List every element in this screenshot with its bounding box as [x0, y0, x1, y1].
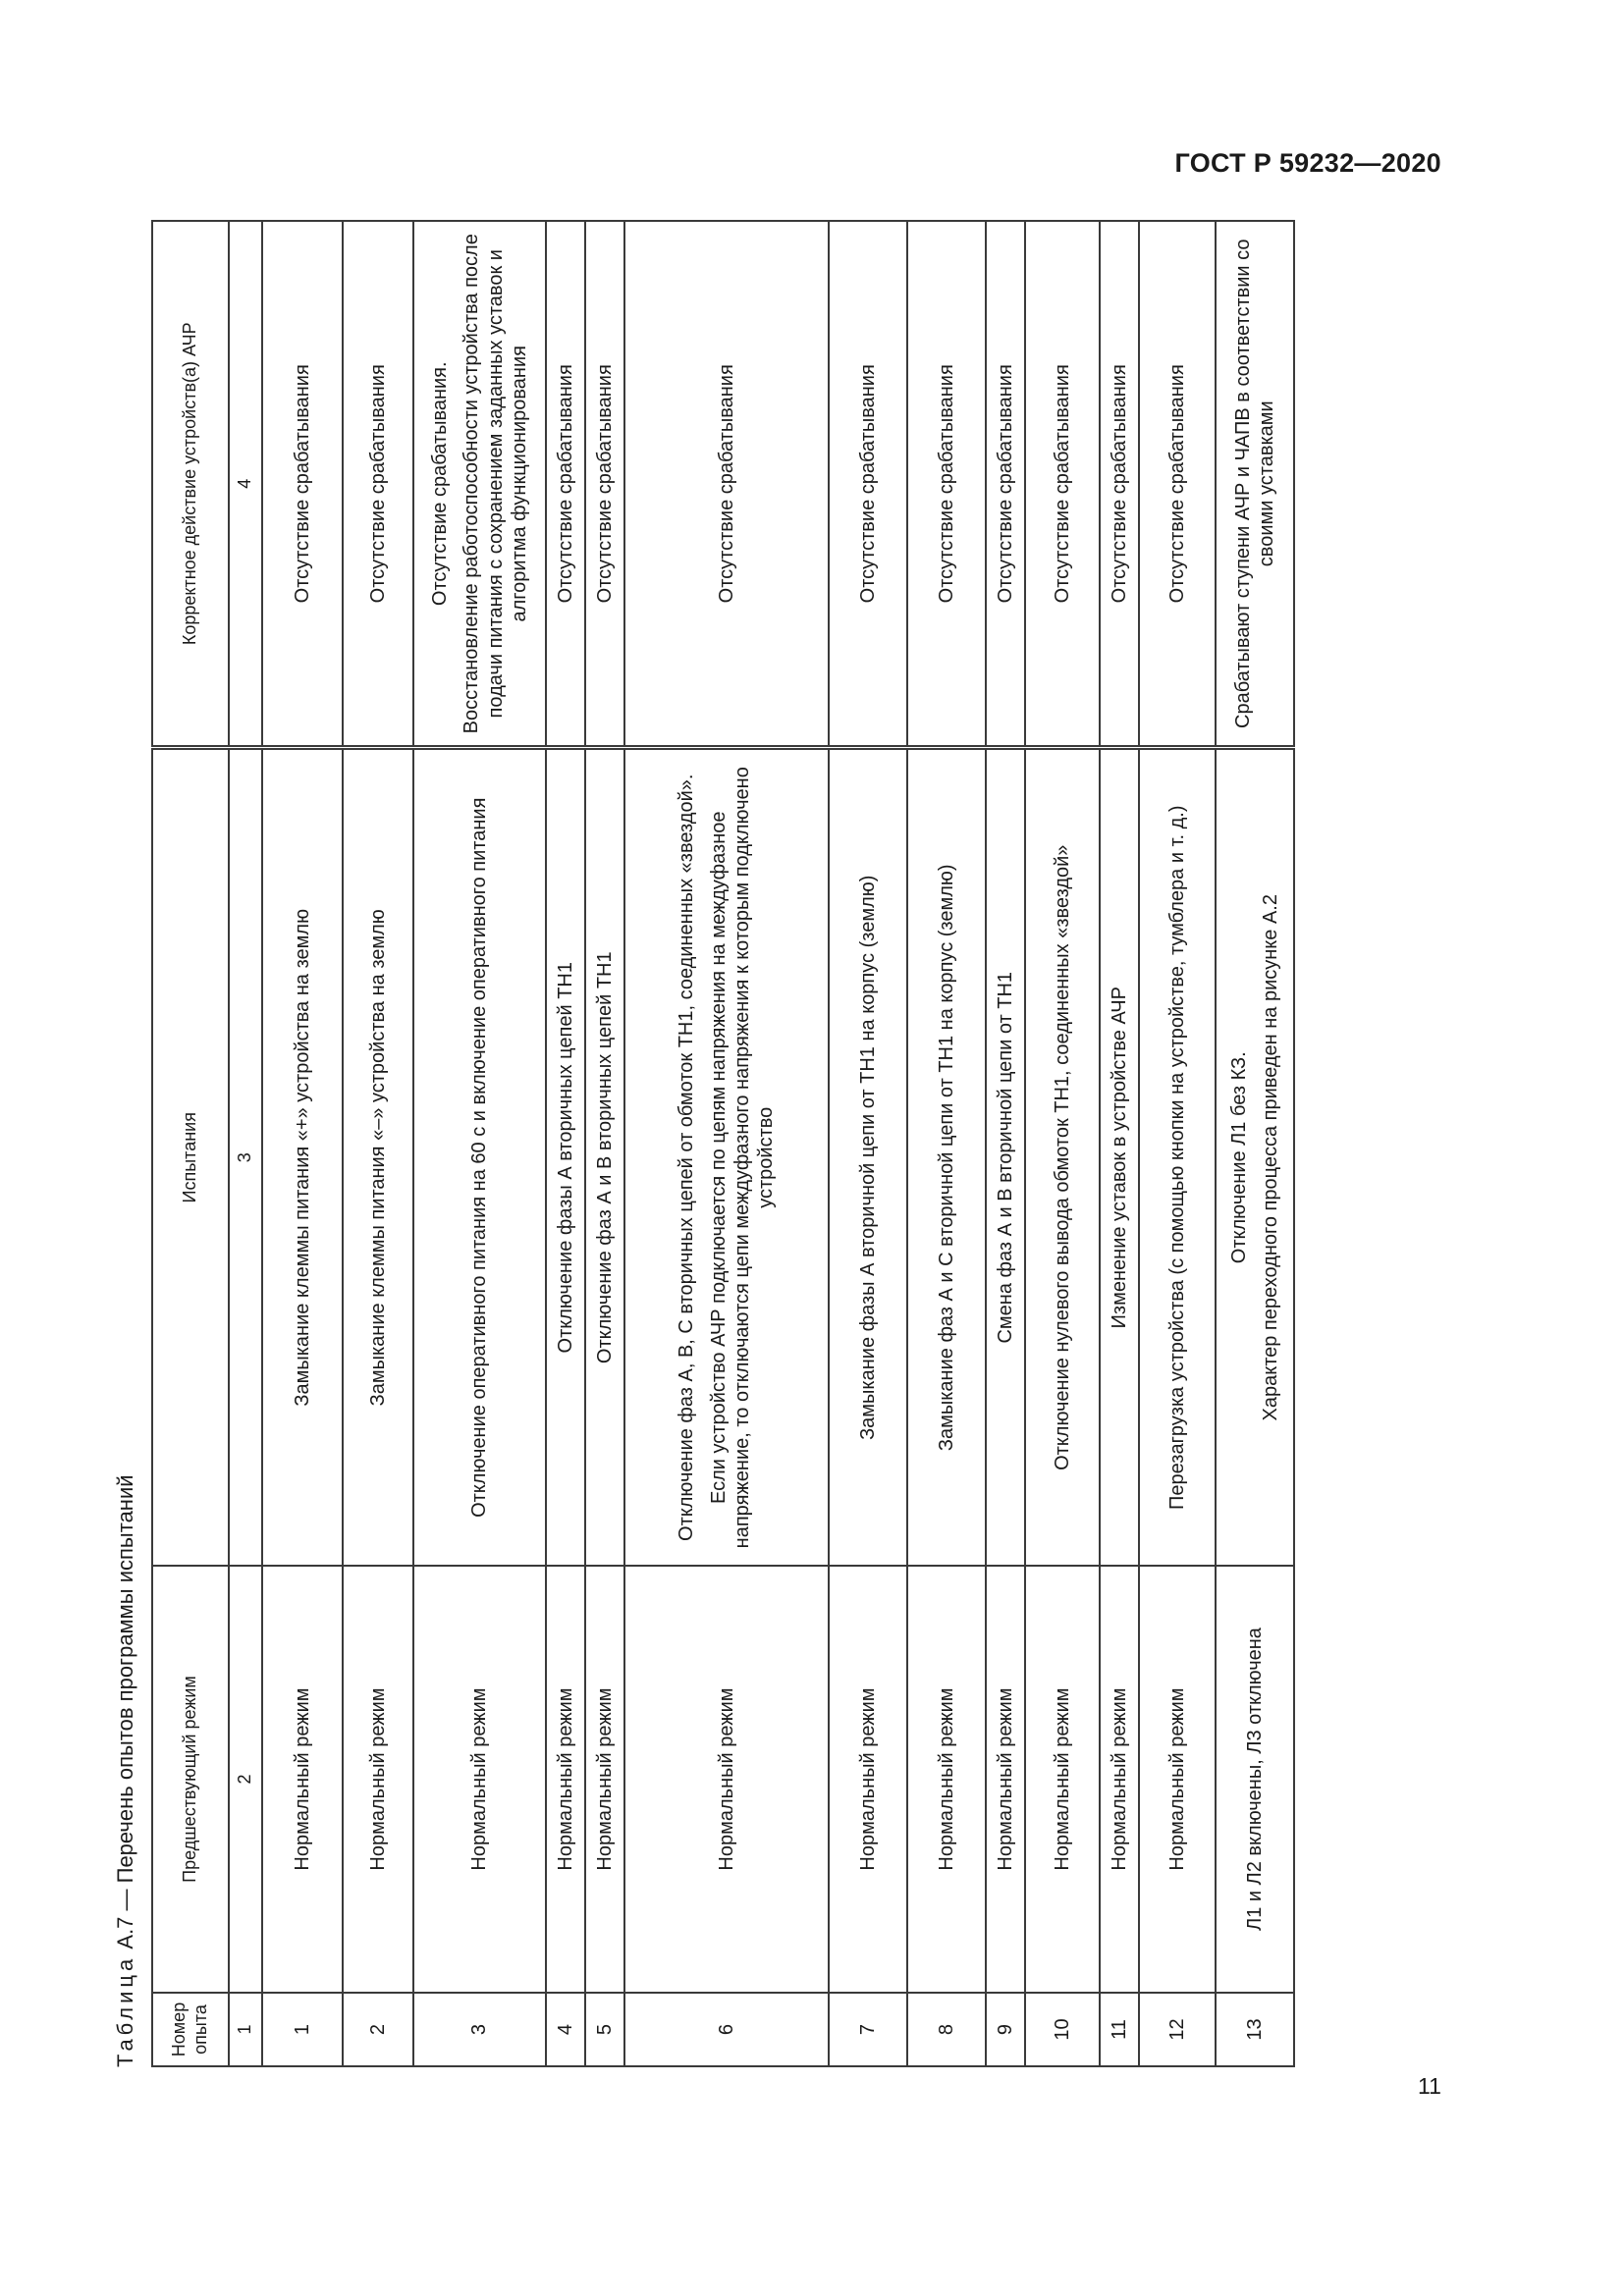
action-paragraph: Отсутствие срабатывания	[1051, 364, 1073, 604]
test-paragraph: Отключение фаз А, В, С вторичных цепей от обмоток ТН1, соединенных «звездой».	[676, 774, 698, 1541]
row-action	[585, 221, 624, 748]
row-number: 2	[343, 1993, 413, 2066]
row-previous-mode: Нормальный режим	[262, 1566, 343, 1993]
row-previous-mode: Нормальный режим	[585, 1566, 624, 1993]
row-test	[585, 748, 624, 1566]
table-row	[1025, 221, 1100, 2066]
action-paragraph: Отсутствие срабатывания	[715, 364, 737, 604]
column-header-correct-action: Корректное действие устройств(а) АЧР	[152, 221, 229, 748]
row-action	[986, 221, 1025, 748]
row-test	[546, 748, 585, 1566]
column-number-row	[229, 221, 262, 2066]
column-header-tests: Испытания	[152, 748, 229, 1566]
row-test	[343, 748, 413, 1566]
row-action	[624, 221, 829, 748]
action-paragraph: Отсутствие срабатывания	[1165, 364, 1188, 604]
row-previous-mode: Нормальный режим	[1025, 1566, 1100, 1993]
row-test	[907, 748, 986, 1566]
column-header-previous-mode: Предшествующий режим	[152, 1566, 229, 1993]
row-previous-mode: Нормальный режим	[986, 1566, 1025, 1993]
test-paragraph: Отключение фаз А и В вторичных цепей ТН1	[593, 951, 616, 1364]
action-paragraph: Отсутствие срабатывания	[366, 364, 389, 604]
row-test	[986, 748, 1025, 1566]
action-paragraph: Отсутствие срабатывания	[593, 364, 616, 604]
action-paragraph: Срабатывают ступени АЧР и ЧАПВ в соответствии со своими уставками	[1231, 239, 1277, 728]
row-action	[343, 221, 413, 748]
test-program-table	[151, 220, 1295, 2067]
row-previous-mode: Нормальный режим	[1100, 1566, 1139, 1993]
test-paragraph: Смена фаз А и В вторичной цепи от ТН1	[994, 971, 1016, 1344]
test-paragraph: Замыкание фазы А вторичной цепи от ТН1 на корпус (землю)	[856, 875, 879, 1440]
table-row	[262, 221, 343, 2066]
column-number: 4	[229, 221, 262, 748]
row-number: 13	[1216, 1993, 1294, 2066]
row-previous-mode: Нормальный режим	[907, 1566, 986, 1993]
table-row	[1139, 221, 1216, 2066]
test-paragraph: Характер переходного процесса приведен на рисунке А.2	[1260, 894, 1281, 1421]
table-row	[907, 221, 986, 2066]
row-number: 7	[829, 1993, 907, 2066]
row-number: 4	[546, 1993, 585, 2066]
row-action	[1100, 221, 1139, 748]
test-paragraph: Отключение нулевого вывода обмоток ТН1, соединенных «звездой»	[1051, 844, 1073, 1470]
table-row	[1100, 221, 1139, 2066]
action-paragraph: Отсутствие срабатывания	[1108, 364, 1130, 604]
row-action	[1216, 221, 1294, 748]
action-paragraph: Восстановление работоспособности устройства после подачи питания с сохранением заданных уставок и алгоритма функционирования	[460, 234, 530, 734]
column-number: 1	[229, 1993, 262, 2066]
table-caption-label: Таблица	[113, 1954, 137, 2067]
row-test	[413, 748, 546, 1566]
test-paragraph: Отключение Л1 без КЗ.	[1227, 1051, 1250, 1264]
table-row	[829, 221, 907, 2066]
row-test	[1139, 748, 1216, 1566]
row-previous-mode: Л1 и Л2 включены, Л3 отключена	[1216, 1566, 1294, 1993]
row-number: 10	[1025, 1993, 1100, 2066]
action-paragraph: Отсутствие срабатывания.	[428, 361, 451, 607]
row-previous-mode: Нормальный режим	[343, 1566, 413, 1993]
column-header-number: Номер опыта	[152, 1993, 229, 2066]
row-previous-mode: Нормальный режим	[546, 1566, 585, 1993]
row-previous-mode: Нормальный режим	[413, 1566, 546, 1993]
row-action	[546, 221, 585, 748]
row-previous-mode: Нормальный режим	[624, 1566, 829, 1993]
row-test	[1025, 748, 1100, 1566]
row-number: 9	[986, 1993, 1025, 2066]
row-action	[1025, 221, 1100, 748]
test-paragraph: Перезагрузка устройства (с помощью кнопки на устройстве, тумблера и т. д.)	[1165, 805, 1188, 1511]
table-row	[986, 221, 1025, 2066]
table-row	[585, 221, 624, 2066]
row-test	[1100, 748, 1139, 1566]
row-previous-mode: Нормальный режим	[1139, 1566, 1216, 1993]
test-paragraph: Если устройство АЧР подключается по цепям напряжения на междуфазное напряжение, то отключаются цепи междуфазного напряжения к которым подключено устройство	[707, 767, 778, 1549]
action-paragraph: Отсутствие срабатывания	[291, 364, 313, 604]
table-row	[1216, 221, 1294, 2066]
table-row	[624, 221, 829, 2066]
row-previous-mode: Нормальный режим	[829, 1566, 907, 1993]
row-number: 5	[585, 1993, 624, 2066]
table-caption	[106, 1474, 145, 2067]
row-number: 8	[907, 1993, 986, 2066]
row-action	[413, 221, 546, 748]
document-standard-header: ГОСТ Р 59232—2020	[1174, 148, 1441, 178]
table-row	[546, 221, 585, 2066]
action-paragraph: Отсутствие срабатывания	[554, 364, 576, 604]
row-number: 11	[1100, 1993, 1139, 2066]
page-number: 11	[1418, 2073, 1441, 2099]
test-paragraph: Изменение уставок в устройстве АЧР	[1108, 987, 1130, 1329]
row-test	[1216, 748, 1294, 1566]
row-test	[262, 748, 343, 1566]
rotated-table-area	[106, 222, 1412, 2067]
row-action	[907, 221, 986, 748]
action-paragraph: Отсутствие срабатывания	[994, 364, 1016, 604]
row-number: 1	[262, 1993, 343, 2066]
row-action	[829, 221, 907, 748]
row-test	[829, 748, 907, 1566]
column-number: 2	[229, 1566, 262, 1993]
table-caption-text: А.7 — Перечень опытов программы испытаний	[113, 1474, 137, 1949]
table-row	[343, 221, 413, 2066]
column-number: 3	[229, 748, 262, 1566]
test-paragraph: Замыкание клеммы питания «–» устройства на землю	[366, 909, 389, 1407]
table-header-row	[152, 221, 229, 2066]
row-number: 6	[624, 1993, 829, 2066]
row-test	[624, 748, 829, 1566]
action-paragraph: Отсутствие срабатывания	[856, 364, 879, 604]
test-paragraph: Замыкание фаз А и С вторичной цепи от ТН1 на корпус (землю)	[935, 864, 957, 1452]
test-paragraph: Отключение оперативного питания на 60 с и включение оперативного питания	[468, 797, 491, 1518]
row-action	[1139, 221, 1216, 748]
row-number: 12	[1139, 1993, 1216, 2066]
table-row	[413, 221, 546, 2066]
test-paragraph: Отключение фазы А вторичных цепей ТН1	[554, 962, 576, 1354]
action-paragraph: Отсутствие срабатывания	[935, 364, 957, 604]
row-number: 3	[413, 1993, 546, 2066]
row-action	[262, 221, 343, 748]
test-paragraph: Замыкание клеммы питания «+» устройства на землю	[291, 908, 313, 1407]
